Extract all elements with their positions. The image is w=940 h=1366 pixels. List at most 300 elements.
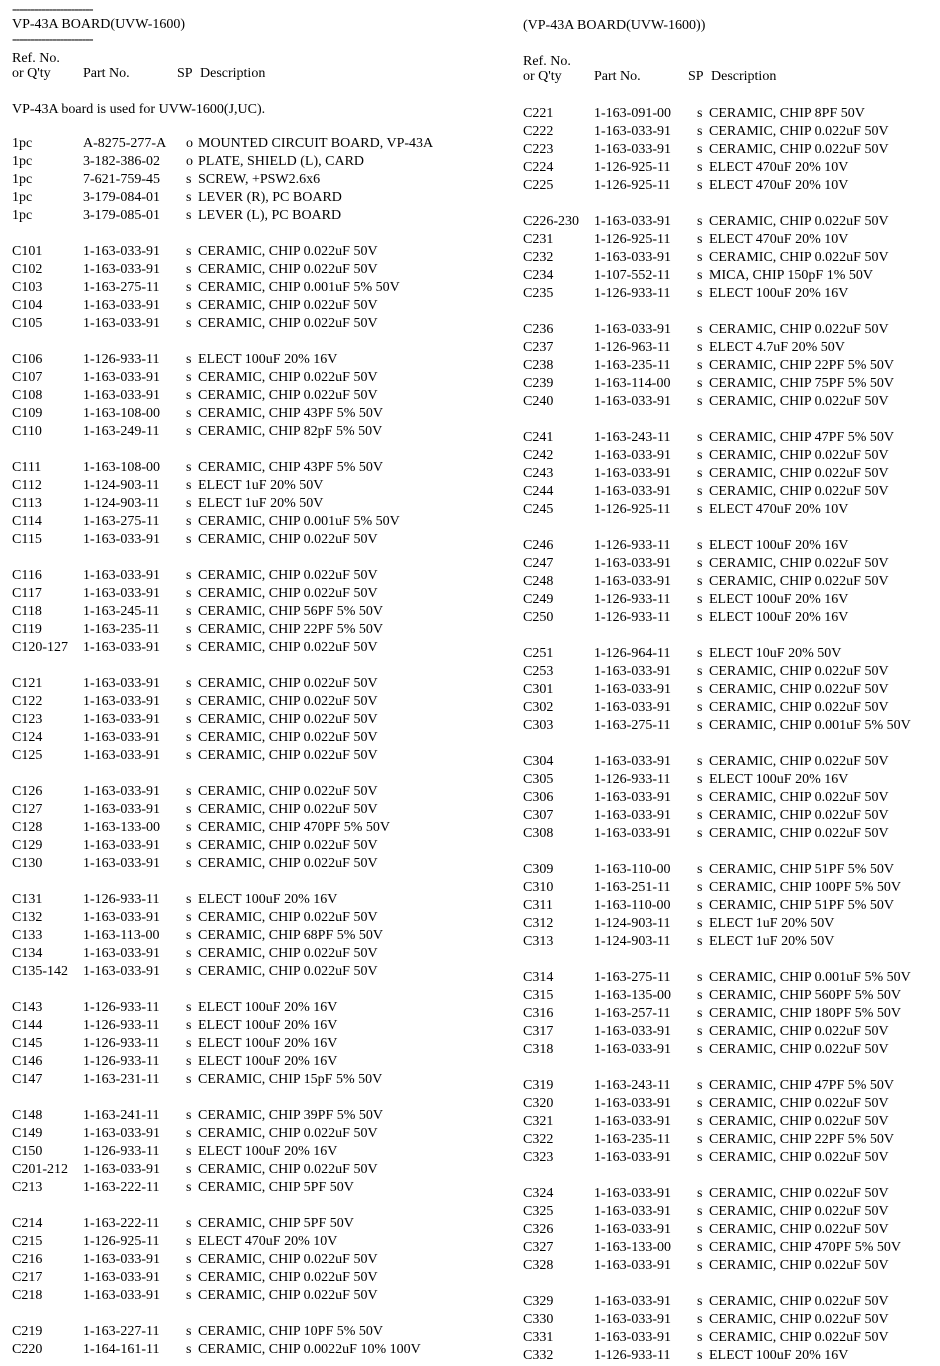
part-row (12, 153, 492, 171)
part-number-cell: 1-163-033-91 (594, 484, 671, 499)
ref-cell: C238 (523, 358, 554, 373)
header-rule-top: ---------------------- (12, 2, 93, 17)
sp-cell: s (186, 1108, 192, 1123)
part-row (12, 837, 492, 855)
ref-cell: C145 (12, 1036, 43, 1051)
description-cell: CERAMIC, CHIP 100PF 5% 50V (709, 880, 902, 895)
part-number-cell: 1-163-033-91 (594, 664, 671, 679)
ref-cell: C128 (12, 820, 43, 835)
group-spacer (12, 1089, 492, 1107)
part-number-cell: 1-163-108-00 (83, 460, 160, 475)
group-spacer (523, 411, 938, 429)
ref-cell: C124 (12, 730, 43, 745)
part-number-cell: 1-163-033-91 (594, 1204, 671, 1219)
part-row (523, 447, 938, 465)
description-cell: LEVER (L), PC BOARD (198, 208, 342, 223)
description-cell: CERAMIC, CHIP 0.022uF 50V (709, 394, 889, 409)
description-cell: CERAMIC, CHIP 0.022uF 50V (709, 1312, 889, 1327)
board-title-continued: (VP-43A BOARD(UVW-1600)) (523, 18, 706, 33)
ref-cell: C310 (523, 880, 554, 895)
part-row (12, 171, 492, 189)
description-cell: CERAMIC, CHIP 0.022uF 50V (709, 466, 889, 481)
description-cell: CERAMIC, CHIP 0.022uF 50V (709, 484, 889, 499)
ref-cell: C115 (12, 532, 42, 547)
description-cell: CERAMIC, CHIP 0.022uF 50V (198, 910, 378, 925)
ref-cell: C107 (12, 370, 43, 385)
part-number-cell: 1-124-903-11 (83, 478, 160, 493)
sp-cell: s (697, 1150, 703, 1165)
sp-cell: s (697, 664, 703, 679)
description-cell: CERAMIC, CHIP 0.022uF 50V (709, 1096, 889, 1111)
sp-cell: s (697, 466, 703, 481)
ref-cell: C319 (523, 1078, 554, 1093)
ref-cell: C239 (523, 376, 554, 391)
description-cell: ELECT 100uF 20% 16V (198, 352, 338, 367)
description-cell: ELECT 1uF 20% 50V (198, 478, 324, 493)
sp-cell: s (186, 1036, 192, 1051)
ref-cell: C250 (523, 610, 554, 625)
part-row (12, 1341, 492, 1359)
part-number-cell: 1-126-933-11 (594, 592, 671, 607)
description-cell: CERAMIC, CHIP 560PF 5% 50V (709, 988, 902, 1003)
sp-cell: s (186, 1270, 192, 1285)
part-number-cell: 1-163-275-11 (83, 514, 160, 529)
part-row (12, 387, 492, 405)
ref-cell: C321 (523, 1114, 554, 1129)
part-row (523, 285, 938, 303)
part-number-cell: 1-163-033-91 (83, 640, 160, 655)
sp-cell: s (186, 1252, 192, 1267)
sp-cell: s (186, 424, 192, 439)
part-row (523, 321, 938, 339)
ref-cell: C304 (523, 754, 554, 769)
part-row (12, 1017, 492, 1035)
ref-cell: C217 (12, 1270, 43, 1285)
part-row (12, 243, 492, 261)
group-spacer (523, 195, 938, 213)
sp-cell: s (186, 244, 192, 259)
part-row (523, 249, 938, 267)
part-row (12, 1233, 492, 1251)
part-row (12, 315, 492, 333)
part-number-cell: 1-126-925-11 (594, 160, 671, 175)
part-row (523, 879, 938, 897)
part-row (523, 1095, 938, 1113)
part-row (12, 1071, 492, 1089)
sp-cell: s (697, 1222, 703, 1237)
sp-cell: s (697, 1258, 703, 1273)
ref-cell: C114 (12, 514, 42, 529)
description-cell: CERAMIC, CHIP 43PF 5% 50V (198, 460, 384, 475)
part-number-cell: 1-163-275-11 (594, 970, 671, 985)
group-spacer (12, 1197, 492, 1215)
ref-cell: C106 (12, 352, 43, 367)
part-number-cell: 1-163-033-91 (594, 556, 671, 571)
sp-cell: s (697, 1078, 703, 1093)
sp-cell: s (697, 754, 703, 769)
description-cell: ELECT 470uF 20% 10V (709, 502, 849, 517)
sp-cell: o (186, 154, 193, 169)
part-row (12, 891, 492, 909)
part-number-cell: 1-163-033-91 (83, 586, 160, 601)
part-number-cell: 1-126-933-11 (594, 1348, 671, 1363)
part-row (523, 645, 938, 663)
description-cell: CERAMIC, CHIP 56PF 5% 50V (198, 604, 384, 619)
description-cell: PLATE, SHIELD (L), CARD (198, 154, 365, 169)
description-cell: CERAMIC, CHIP 0.022uF 50V (709, 808, 889, 823)
column-headers (523, 69, 938, 84)
part-number-cell: 1-163-245-11 (83, 604, 160, 619)
group-spacer (523, 303, 938, 321)
sp-cell: s (186, 1072, 192, 1087)
group-spacer (523, 843, 938, 861)
sp-cell: s (697, 1114, 703, 1129)
part-row (523, 1077, 938, 1095)
sp-cell: s (697, 610, 703, 625)
part-row (523, 105, 938, 123)
ref-cell: C132 (12, 910, 43, 925)
col-header-desc: Description (711, 69, 777, 84)
ref-cell: C134 (12, 946, 43, 961)
group-spacer (523, 735, 938, 753)
part-row (12, 729, 492, 747)
ref-cell: C222 (523, 124, 554, 139)
sp-cell: s (697, 718, 703, 733)
description-cell: CERAMIC, CHIP 0.022uF 50V (709, 556, 889, 571)
ref-cell: C143 (12, 1000, 43, 1015)
part-row (12, 567, 492, 585)
sp-cell: s (697, 430, 703, 445)
part-number-cell: 1-163-033-91 (83, 1270, 160, 1285)
part-number-cell: 1-163-249-11 (83, 424, 160, 439)
part-row (12, 819, 492, 837)
part-row (523, 1347, 938, 1365)
part-number-cell: 1-163-033-91 (83, 370, 160, 385)
ref-cell: C103 (12, 280, 43, 295)
ref-cell: C131 (12, 892, 43, 907)
part-number-cell: 1-163-033-91 (83, 676, 160, 691)
sp-cell: s (186, 1342, 192, 1357)
header-rule-bottom: ---------------------- (12, 32, 93, 47)
part-row (523, 969, 938, 987)
ref-cell: C125 (12, 748, 43, 763)
ref-cell: C226-230 (523, 214, 579, 229)
part-row (12, 693, 492, 711)
description-cell: CERAMIC, CHIP 0.022uF 50V (709, 322, 889, 337)
part-number-cell: 1-163-110-00 (594, 898, 671, 913)
ref-cell: C302 (523, 700, 554, 715)
sp-cell: s (697, 592, 703, 607)
sp-cell: s (186, 406, 192, 421)
part-number-cell: 1-163-091-00 (594, 106, 671, 121)
part-row (12, 1269, 492, 1287)
right-column (523, 0, 938, 1365)
sp-cell: s (186, 694, 192, 709)
part-row (12, 603, 492, 621)
sp-cell: s (697, 376, 703, 391)
description-cell: CERAMIC, CHIP 82pF 5% 50V (198, 424, 383, 439)
ref-cell: C306 (523, 790, 554, 805)
sp-cell: s (186, 856, 192, 871)
ref-cell: C213 (12, 1180, 43, 1195)
part-row (12, 1161, 492, 1179)
sp-cell: s (186, 712, 192, 727)
part-row (12, 1107, 492, 1125)
sp-cell: s (697, 898, 703, 913)
sp-cell: s (697, 916, 703, 931)
sp-cell: s (186, 820, 192, 835)
part-number-cell: 1-163-033-91 (594, 790, 671, 805)
part-number-cell: 1-163-033-91 (594, 466, 671, 481)
ref-cell: C322 (523, 1132, 554, 1147)
part-row (523, 1221, 938, 1239)
part-number-cell: 1-126-933-11 (594, 610, 671, 625)
part-row (523, 177, 938, 195)
sp-cell: s (186, 316, 192, 331)
ref-no-label (523, 54, 938, 69)
description-cell: CERAMIC, CHIP 8PF 50V (709, 106, 865, 121)
part-number-cell: 1-163-222-11 (83, 1180, 160, 1195)
part-number-cell: 1-126-933-11 (83, 1000, 160, 1015)
ref-cell: C248 (523, 574, 554, 589)
ref-cell: C236 (523, 322, 554, 337)
ref-cell: C240 (523, 394, 554, 409)
sp-cell: o (186, 136, 193, 151)
ref-cell: C215 (12, 1234, 43, 1249)
ref-cell: C309 (523, 862, 554, 877)
left-header (12, 2, 492, 47)
description-cell: CERAMIC, CHIP 0.022uF 50V (198, 568, 378, 583)
sp-cell: s (186, 1216, 192, 1231)
description-cell: CERAMIC, CHIP 0.022uF 50V (198, 1252, 378, 1267)
ref-cell: C220 (12, 1342, 43, 1357)
part-number-cell: 7-621-759-45 (83, 172, 160, 187)
part-number-cell: 1-126-933-11 (83, 1018, 160, 1033)
part-row (523, 681, 938, 699)
ref-cell: C101 (12, 244, 43, 259)
part-row (12, 477, 492, 495)
part-number-cell: 1-163-033-91 (83, 712, 160, 727)
part-row (12, 963, 492, 981)
part-row (12, 369, 492, 387)
ref-cell: C218 (12, 1288, 43, 1303)
part-number-cell: 1-163-133-00 (594, 1240, 671, 1255)
sp-cell: s (186, 478, 192, 493)
sp-cell: s (186, 586, 192, 601)
ref-cell: C223 (523, 142, 554, 157)
part-number-cell: 1-163-231-11 (83, 1072, 160, 1087)
part-row (523, 987, 938, 1005)
ref-cell: C242 (523, 448, 554, 463)
sp-cell: s (697, 1132, 703, 1147)
part-row (12, 1143, 492, 1161)
part-row (12, 459, 492, 477)
ref-cell: C329 (523, 1294, 554, 1309)
sp-cell: s (697, 1024, 703, 1039)
part-number-cell: 1-126-925-11 (83, 1234, 160, 1249)
ref-cell: C148 (12, 1108, 43, 1123)
ref-cell: C247 (523, 556, 554, 571)
sp-cell: s (186, 388, 192, 403)
part-row (523, 933, 938, 951)
sp-cell: s (697, 808, 703, 823)
description-cell: CERAMIC, CHIP 39PF 5% 50V (198, 1108, 384, 1123)
part-row (12, 711, 492, 729)
part-number-cell: 1-163-033-91 (594, 1294, 671, 1309)
part-row (523, 771, 938, 789)
description-cell: ELECT 470uF 20% 10V (709, 232, 849, 247)
ref-cell: C216 (12, 1252, 43, 1267)
ref-cell: C112 (12, 478, 42, 493)
parts-list-right (523, 105, 938, 1365)
part-row (12, 999, 492, 1017)
ref-cell: C119 (12, 622, 42, 637)
sp-cell: s (186, 1234, 192, 1249)
sp-cell: s (186, 1162, 192, 1177)
part-row (12, 1053, 492, 1071)
sp-cell: s (697, 358, 703, 373)
ref-cell: C109 (12, 406, 43, 421)
description-cell: CERAMIC, CHIP 0.022uF 50V (709, 682, 889, 697)
ref-cell: C231 (523, 232, 554, 247)
ref-cell: C332 (523, 1348, 554, 1363)
part-number-cell: 1-126-933-11 (83, 1144, 160, 1159)
part-number-cell: 1-124-903-11 (83, 496, 160, 511)
description-cell: CERAMIC, CHIP 0.022uF 50V (198, 802, 378, 817)
ref-cell: C117 (12, 586, 42, 601)
description-cell: CERAMIC, CHIP 0.022uF 50V (198, 838, 378, 853)
sp-cell: s (697, 502, 703, 517)
sp-cell: s (697, 106, 703, 121)
description-cell: ELECT 100uF 20% 16V (709, 610, 849, 625)
part-row (523, 1041, 938, 1059)
description-cell: CERAMIC, CHIP 0.022uF 50V (198, 748, 378, 763)
part-number-cell: 1-163-033-91 (594, 448, 671, 463)
ref-cell: C120-127 (12, 640, 68, 655)
description-cell: SCREW, +PSW2.6x6 (198, 172, 321, 187)
sp-cell: s (697, 538, 703, 553)
part-number-cell: 1-163-243-11 (594, 430, 671, 445)
sp-cell: s (697, 970, 703, 985)
description-cell: CERAMIC, CHIP 0.022uF 50V (198, 1126, 378, 1141)
ref-cell: C326 (523, 1222, 554, 1237)
sp-cell: s (186, 892, 192, 907)
sp-cell: s (186, 1054, 192, 1069)
description-cell: CERAMIC, CHIP 0.022uF 50V (709, 1204, 889, 1219)
description-cell: CERAMIC, CHIP 15pF 5% 50V (198, 1072, 383, 1087)
part-number-cell: 1-163-033-91 (594, 250, 671, 265)
sp-cell: s (697, 1330, 703, 1345)
sp-cell: s (697, 1294, 703, 1309)
description-cell: CERAMIC, CHIP 0.022uF 50V (198, 532, 378, 547)
ref-cell: C225 (523, 178, 554, 193)
part-row (523, 555, 938, 573)
group-spacer (523, 1275, 938, 1293)
sp-cell: s (697, 322, 703, 337)
sp-cell: s (186, 640, 192, 655)
part-row (523, 1131, 938, 1149)
group-spacer (523, 627, 938, 645)
sp-cell: s (697, 1348, 703, 1363)
ref-cell: 1pc (12, 208, 33, 223)
sp-cell: s (186, 190, 192, 205)
ref-cell: C316 (523, 1006, 554, 1021)
sp-cell: s (186, 172, 192, 187)
description-cell: CERAMIC, CHIP 43PF 5% 50V (198, 406, 384, 421)
sp-cell: s (697, 574, 703, 589)
group-spacer (523, 1167, 938, 1185)
description-cell: ELECT 100uF 20% 16V (198, 1054, 338, 1069)
part-row (12, 801, 492, 819)
part-number-cell: 1-163-033-91 (83, 1162, 160, 1177)
ref-cell: C234 (523, 268, 554, 283)
ref-cell: C311 (523, 898, 553, 913)
part-row (523, 483, 938, 501)
sp-cell: s (186, 748, 192, 763)
part-number-cell: 1-126-933-11 (83, 1036, 160, 1051)
part-row (523, 1023, 938, 1041)
group-spacer (12, 333, 492, 351)
part-row (523, 789, 938, 807)
ref-cell: C301 (523, 682, 554, 697)
sp-cell: s (186, 262, 192, 277)
description-cell: CERAMIC, CHIP 0.022uF 50V (709, 1294, 889, 1309)
part-row (523, 1311, 938, 1329)
part-number-cell: 1-163-033-91 (83, 532, 160, 547)
sp-cell: s (697, 1006, 703, 1021)
part-row (12, 1251, 492, 1269)
part-number-cell: 3-182-386-02 (83, 154, 160, 169)
sp-cell: s (697, 340, 703, 355)
description-cell: CERAMIC, CHIP 5PF 50V (198, 1180, 354, 1195)
description-cell: MOUNTED CIRCUIT BOARD, VP-43A (198, 136, 434, 151)
description-cell: CERAMIC, CHIP 0.022uF 50V (198, 964, 378, 979)
sp-cell: s (697, 232, 703, 247)
sp-cell: s (697, 646, 703, 661)
part-number-cell: 1-126-925-11 (594, 232, 671, 247)
description-cell: CERAMIC, CHIP 22PF 5% 50V (709, 1132, 895, 1147)
part-row (523, 717, 938, 735)
description-cell: CERAMIC, CHIP 0.022uF 50V (709, 700, 889, 715)
part-number-cell: 1-163-235-11 (594, 358, 671, 373)
sp-cell: s (186, 730, 192, 745)
ref-cell: C110 (12, 424, 42, 439)
ref-cell: C122 (12, 694, 43, 709)
part-number-cell: 1-163-033-91 (594, 1096, 671, 1111)
part-row (523, 663, 938, 681)
col-header-desc: Description (200, 66, 266, 81)
description-cell: CERAMIC, CHIP 0.022uF 50V (709, 826, 889, 841)
part-number-cell: 1-163-222-11 (83, 1216, 160, 1231)
sp-cell: s (697, 178, 703, 193)
sp-cell: s (186, 838, 192, 853)
sp-cell: s (186, 280, 192, 295)
sp-cell: s (697, 772, 703, 787)
description-cell: ELECT 100uF 20% 16V (198, 1144, 338, 1159)
sp-cell: s (186, 1018, 192, 1033)
part-number-cell: 1-163-033-91 (83, 910, 160, 925)
part-row (523, 807, 938, 825)
board-title: VP-43A BOARD(UVW-1600) (12, 17, 186, 32)
part-number-cell: 1-163-033-91 (83, 388, 160, 403)
part-number-cell: 1-126-933-11 (594, 772, 671, 787)
description-cell: CERAMIC, CHIP 0.022uF 50V (198, 1270, 378, 1285)
description-cell: CERAMIC, CHIP 0.022uF 50V (198, 370, 378, 385)
part-number-cell: 1-126-925-11 (594, 178, 671, 193)
ref-cell: C150 (12, 1144, 43, 1159)
description-cell: CERAMIC, CHIP 0.022uF 50V (198, 640, 378, 655)
ref-cell: C320 (523, 1096, 554, 1111)
